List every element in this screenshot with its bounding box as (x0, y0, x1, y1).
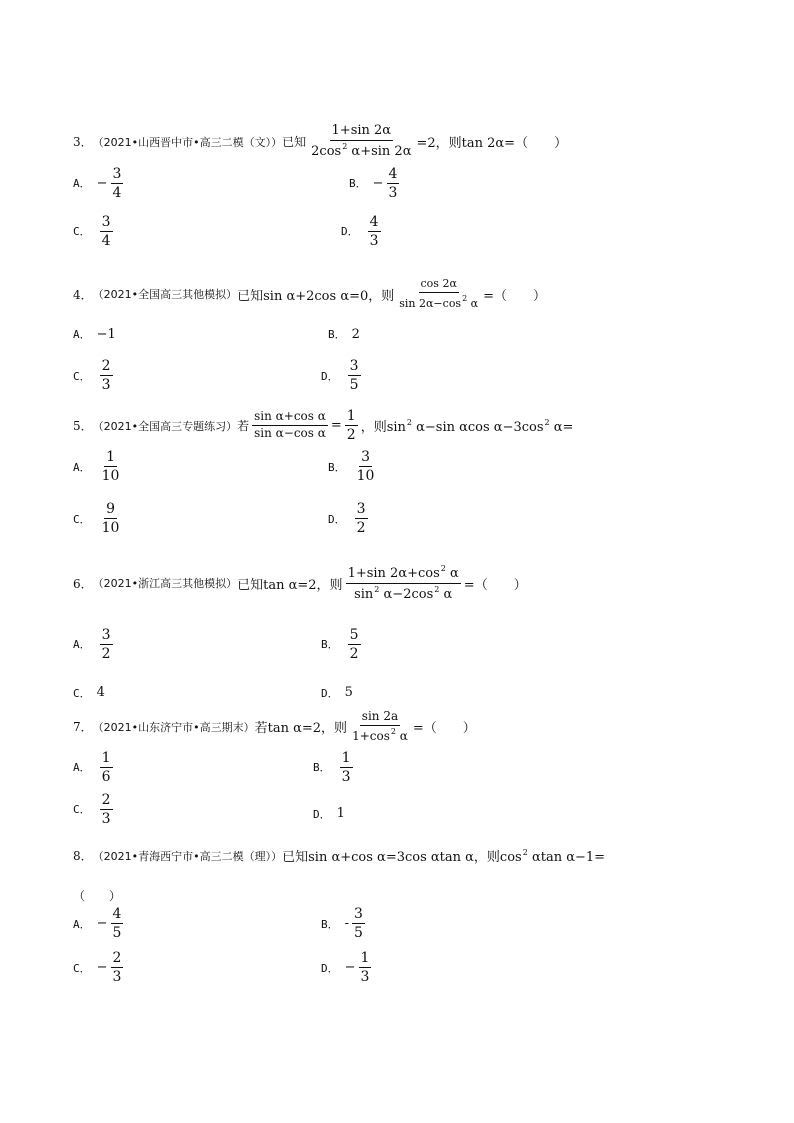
question-number: 8． (73, 849, 93, 863)
question-source: （2021•青海西宁市•高三二模（理）） (92, 849, 283, 863)
option-b[interactable]: B． - $\frac{3}{5}$ (321, 906, 363, 942)
fraction-numerator: cos 2α (419, 278, 459, 293)
question-3 (73, 124, 734, 256)
stem-fraction (346, 564, 461, 603)
stem-text: 已知sin α+2cos α=0，则 (237, 288, 395, 304)
stem-fraction (397, 278, 480, 310)
fraction-numerator: sin 2a (360, 710, 400, 726)
option-b[interactable]: B． $\frac{3}{10}$ (328, 449, 375, 485)
option-c[interactable]: C． $\frac{3}{4}$ (73, 213, 111, 249)
question-stem (73, 710, 734, 744)
option-d[interactable]: D． $\frac{3}{2}$ (328, 501, 366, 537)
question-source: （2021•浙江高三其他模拟） (92, 577, 238, 591)
stem-text-end: ，则$\sin^2 \alpha-\sin$ αcos $\alpha-3\cos^2$ α= (360, 418, 574, 436)
option-a[interactable]: A． − $\frac{3}{4}$ (73, 165, 122, 201)
option-a[interactable]: A． $\frac{3}{2}$ (73, 626, 111, 662)
question-stem (73, 846, 734, 865)
stem-fraction (350, 710, 410, 744)
question-number: 3． (73, 135, 93, 150)
stem-text-end: =2，则tan 2α=（ ） (416, 136, 568, 152)
question-number: 4． (73, 287, 93, 302)
option-a[interactable]: A． $\frac{1}{6}$ (73, 749, 111, 785)
option-d[interactable]: D． 5 (321, 685, 353, 701)
question-5 (73, 408, 734, 543)
fraction-denominator: $\sin 2\alpha-\cos^2$ α (399, 293, 479, 310)
option-b[interactable]: B． 2 (328, 326, 360, 342)
question-source: （2021•全国高三专题练习） (92, 419, 238, 433)
options (73, 443, 734, 543)
option-a[interactable]: A． − $\frac{4}{5}$ (73, 906, 122, 942)
fraction-denominator: $\sin^2 \alpha-2\cos^2$ α (354, 584, 453, 602)
stem-text: 若tan α=2，则 (254, 721, 348, 737)
stem-text-end: =（ ） (463, 577, 527, 593)
stem-text: 已知sin α+cos α=3cos αtan α，则$\cos^2 \alpha\tan$ α−1= (282, 848, 606, 865)
stem-fraction (252, 410, 328, 441)
options (73, 310, 734, 400)
stem-text: 已知 (282, 135, 307, 150)
question-number: 5． (73, 419, 93, 434)
question-8 (73, 846, 734, 1000)
stem-fraction-2: $\frac{1}{2}$ (346, 408, 356, 444)
option-b[interactable]: B． $\frac{5}{2}$ (321, 626, 359, 662)
question-stem (73, 278, 734, 310)
options (73, 904, 734, 1000)
fraction-numerator: 1+sin $2\alpha+\cos^2$ α (346, 564, 461, 584)
option-b[interactable]: B． $\frac{1}{3}$ (313, 749, 351, 785)
option-a[interactable]: A． $\frac{1}{10}$ (73, 449, 120, 485)
option-a[interactable]: A． −1 (73, 326, 116, 342)
stem-text: 已知tan α=2，则 (237, 577, 343, 593)
option-c[interactable]: C． $\frac{9}{10}$ (73, 501, 120, 537)
option-c[interactable]: C． $\frac{2}{3}$ (73, 358, 111, 394)
options (73, 603, 734, 703)
option-d[interactable]: D． $\frac{4}{3}$ (341, 213, 379, 249)
question-source: （2021•山东济宁市•高三期末） (92, 720, 255, 734)
option-d[interactable]: D． − $\frac{1}{3}$ (321, 950, 370, 986)
option-d[interactable]: D． $\frac{3}{5}$ (321, 358, 359, 394)
stem-text-end: =（ ） (483, 288, 547, 304)
option-b[interactable]: B． − $\frac{4}{3}$ (349, 165, 398, 201)
option-c[interactable]: C． 4 (73, 685, 105, 701)
question-7 (73, 710, 734, 840)
fraction-denominator: $2\cos^2$ α+sin 2α (311, 141, 412, 159)
question-source: （2021•全国高三其他模拟） (92, 288, 238, 302)
option-c[interactable]: C． $\frac{2}{3}$ (73, 791, 111, 827)
question-number: 7． (73, 720, 93, 735)
question-4 (73, 278, 734, 400)
option-d[interactable]: D． 1 (313, 806, 345, 822)
fraction-denominator: sin α−cos α (254, 426, 326, 441)
question-6 (73, 564, 734, 703)
question-stem (73, 564, 734, 603)
fraction-numerator: sin α+cos α (252, 410, 328, 426)
fraction-denominator: $1+\cos^2$ α (352, 726, 408, 743)
options (73, 744, 734, 840)
options (73, 160, 734, 256)
fraction-numerator: 1+sin 2α (330, 124, 394, 141)
question-stem: 5． （2021•全国高三专题练习） 若 $\frac{\text{sin α+cos α}}{\text{sin α−cos α}}$ = $\frac{1}{2}$ ，则$\sin^2 \alpha-\sin$ αcos $\alpha-3\cos^2$ α= (73, 408, 574, 444)
question-source: （2021•山西晋中市•高三二模（文）） (92, 135, 283, 149)
answer-blank: （ ） (73, 889, 122, 903)
option-c[interactable]: C． − $\frac{2}{3}$ (73, 950, 122, 986)
stem-text: 若 (237, 419, 250, 434)
stem-fraction (309, 124, 413, 160)
question-number: 6． (73, 576, 93, 591)
question-stem (73, 124, 734, 160)
stem-text-end: =（ ） (412, 721, 476, 737)
